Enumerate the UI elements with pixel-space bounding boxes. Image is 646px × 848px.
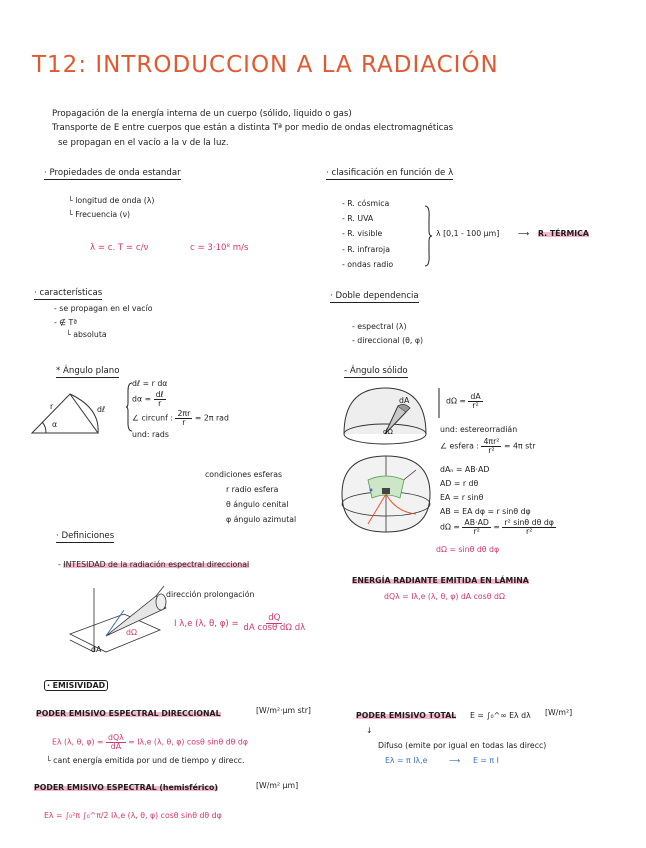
solido-und: und: estereorradián [440,425,518,434]
energia-formula: dQλ = Iλ,e (λ, θ, φ) dA cosθ dΩ [384,592,505,601]
caract-item-3: └ absoluta [66,330,107,339]
plano-f4: und: rads [132,430,169,439]
solido-label-da: dA [399,396,410,405]
props-heading: · Propiedades de onda estandar [44,168,181,178]
plane-angle-diagram [28,388,138,458]
plano-label-alpha: α [52,420,58,429]
def-formula: I λ,e (λ, θ, φ) = $\frac{dQ}{\text{dA cosθ dΩ dλ}}$ [174,613,306,634]
difuso-text: Difuso (emite por igual en todas las direcc) [378,741,547,750]
clasif-item: - R. cósmica [342,199,390,208]
solido-f1: dΩ = $\frac{dA}{\text{r²}}$ [446,392,481,411]
def-heading: · Definiciones [56,531,115,541]
caract-item-2: - ∉ Tª [54,318,77,327]
solido-eq4: AB = EA dφ = r sinθ dφ [440,507,531,516]
plano-label-r: r [50,402,54,411]
page-title: T12: INTRODUCCION A LA RADIACIÓN [32,52,499,78]
solido-eq5: dΩ = $\frac{AB\cdot AD}{\text{r²}}$ = $\frac{\text{r² sinθ dθ dφ}}{\text{r²}}$ [440,518,554,537]
hemisphere-diagram [340,382,430,452]
caract-item-1: - se propagan en el vacío [54,304,153,313]
clasif-item: - R. visible [342,229,383,239]
difuso-result: E = π I [473,756,499,765]
props-item-2: └ Frecuencia (ν) [68,210,131,219]
clasif-range: λ [0,1 - 100 μm] [436,229,500,238]
clasif-item: - R. UVA [342,214,374,224]
solido-f2: ∠ esfera : $\frac{\text{4πr²}}{\text{r²}}$ = 4π str [440,437,536,456]
clasif-result: R. TÉRMICA [538,229,589,238]
energia-title: ENERGÍA RADIANTE EMITIDA EN LÁMINA [352,576,529,585]
def-intensidad: - INTESIDAD de la radiación espectral direccional [58,560,250,569]
intro-line-1: Propagación de la energía interna de un cuerpo (sólido, liquido o gas) [52,109,352,119]
plano-heading: * Ángulo plano [56,366,120,376]
solido-eq2: AD = r dθ [440,479,479,488]
def-direccion: dirección prolongación [166,590,255,599]
intro-line-2: Transporte de E entre cuerpos que están a distinta Tª por medio de ondas electromagnéticas [52,123,454,133]
cond-r: r radio esfera [226,485,279,494]
plano-f3: ∠ circunf : $\frac{2\pi r}{r}$ = 2π rad [132,409,229,428]
solido-heading: - Ángulo sólido [344,366,408,376]
plano-f2: dα = $\frac{\text{dℓ}}{r}$ [132,390,164,409]
props-item-1: └ longitud de onda (λ) [68,196,155,205]
pt-formula: E = ∫₀^∞ Eλ dλ [470,711,531,720]
pd-title: PODER EMISIVO ESPECTRAL DIRECCIONAL [36,709,221,718]
pd-units: [W/m²·μm str] [256,706,311,715]
cond-phi: φ ángulo azimutal [226,515,297,524]
props-formula-light-speed: c = 3·10⁸ m/s [190,243,249,253]
clasif-item: - R. infraroja [342,244,390,254]
solido-eq6: dΩ = sinθ dθ dφ [436,545,500,554]
arrow-right-icon: ⟶ [518,229,530,238]
intro-line-3: se propagan en el vacío a la v de la luz. [58,138,229,148]
emis-heading: · EMISIVIDAD [44,680,108,691]
plano-label-dl: dℓ [97,405,106,414]
intensity-diagram [64,582,174,657]
cond-title: condiciones esferas [205,470,283,479]
difuso-formula: Eλ = π Iλ,e [385,756,428,765]
doble-item-2: - direccional (θ, φ) [352,336,424,345]
pt-title: PODER EMISIVO TOTAL [356,711,457,720]
pd-note: └ cant energía emitida por und de tiempo y direcc. [46,756,245,765]
pt-units: [W/m²] [545,708,573,717]
plano-f1: dℓ = r dα [132,379,168,388]
arrow-down-icon: ↓ [366,726,373,735]
doble-heading: · Doble dependencia [330,291,419,301]
ph-formula: Eλ = ∫₀²π ∫₀^π/2 Iλ,e (λ, θ, φ) cosθ sinθ dθ dφ [44,811,222,820]
doble-item-1: - espectral (λ) [352,322,407,331]
props-formula-wavelength: λ = c. T = c/ν [90,243,149,253]
ph-title: PODER EMISIVO ESPECTRAL (hemisférico) [34,783,218,792]
ph-units: [W/m² μm] [256,781,299,790]
pd-formula: Eλ (λ, θ, φ) = $\frac{\text{dQλ}}{dA}$ = Iλ,e (λ, θ, φ) cosθ sinθ dθ dφ [52,733,248,752]
solido-eq3: EA = r sinθ [440,493,484,502]
def-label-da: dA [91,645,102,654]
solido-eq1: dAₙ = AB·AD [440,465,490,474]
clasif-brace [423,206,433,266]
arrow-right-icon: ⟶ [449,756,461,765]
clasif-item: - ondas radio [342,259,394,269]
clasif-heading: · clasificación en función de λ [326,168,454,178]
cond-theta: θ ángulo cenital [226,500,289,509]
def-label-domega: dΩ [126,628,137,637]
caract-heading: · características [34,288,103,298]
solido-bar [436,388,442,418]
clasif-list [342,196,393,272]
sphere-coordinates-diagram [338,454,438,534]
solido-label-domega: dΩ [383,428,393,436]
